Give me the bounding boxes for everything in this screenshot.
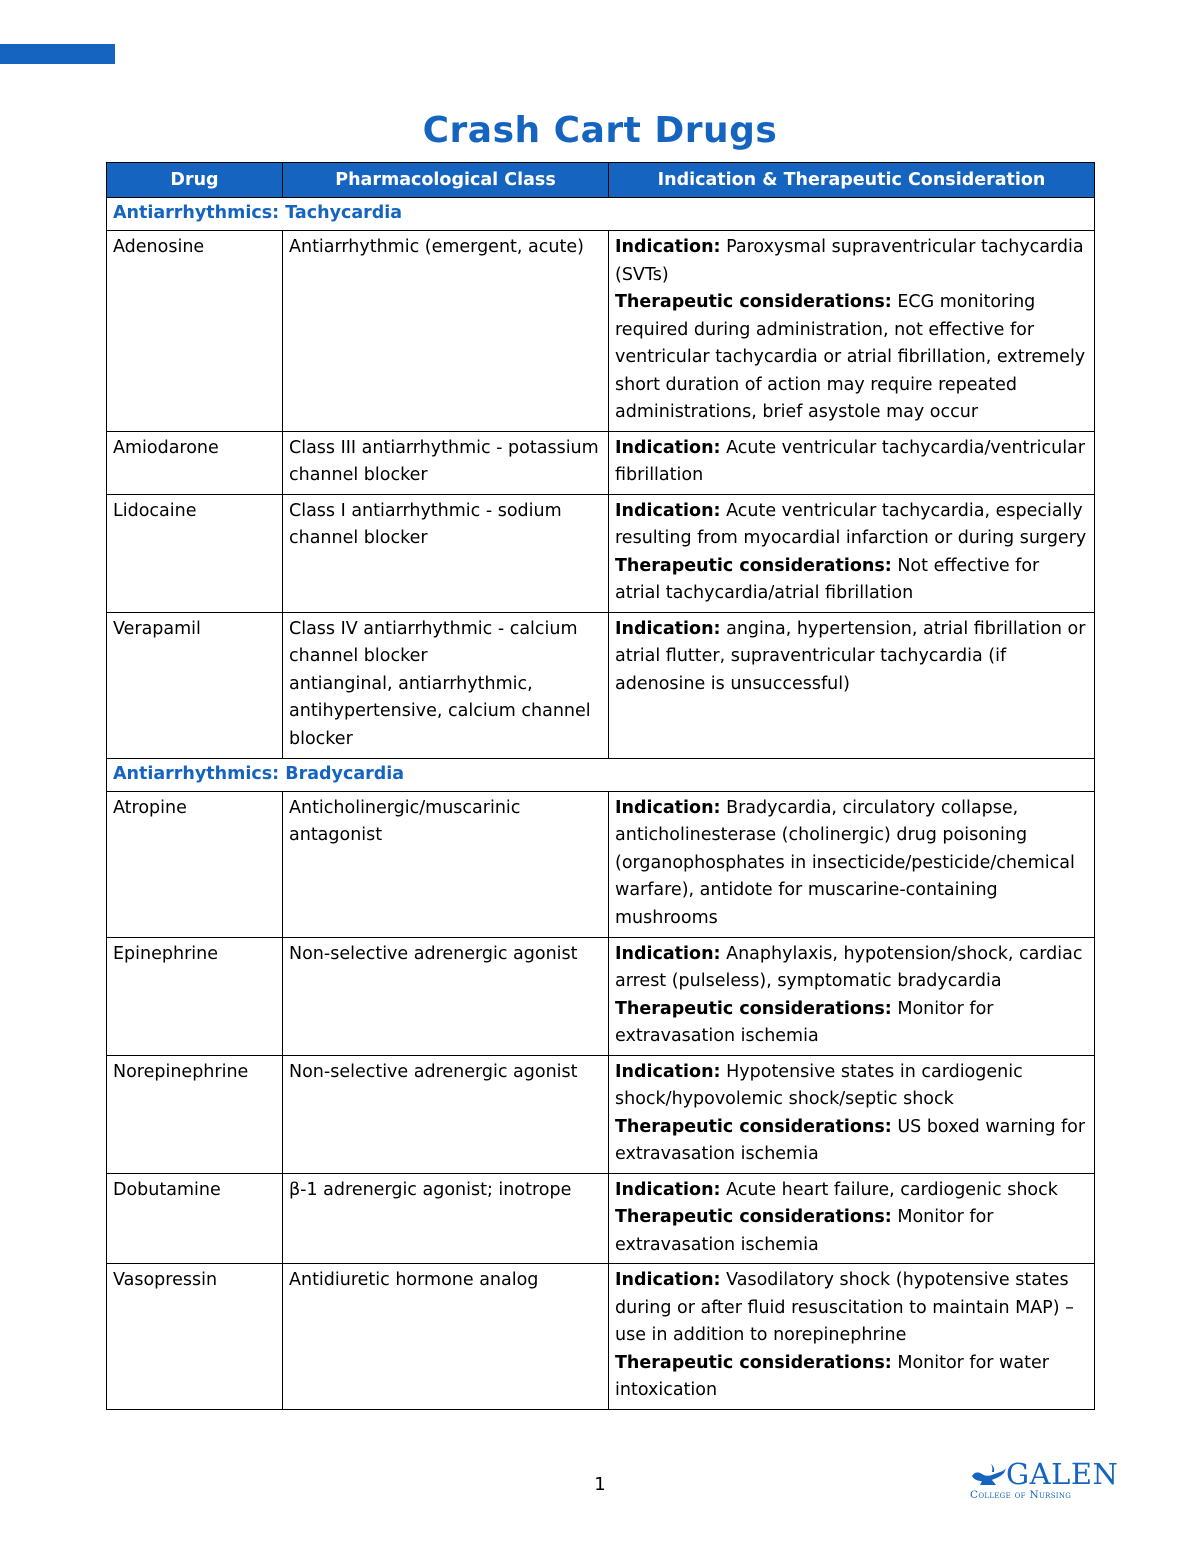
drug-name: Lidocaine (107, 494, 283, 612)
drug-class: Antiarrhythmic (emergent, acute) (283, 231, 609, 432)
header-accent-bar (0, 44, 115, 64)
drug-indication-cell (609, 494, 1095, 612)
drug-class: Non-selective adrenergic agonist (283, 937, 609, 1055)
table-row (107, 1264, 1095, 1410)
therapeutic-label: Therapeutic considerations: (615, 292, 892, 312)
drug-class: Class III antiarrhythmic - potassium channel blocker (283, 431, 609, 494)
indication-text: Bradycardia, circulatory collapse, anticholinesterase (cholinergic) drug poisoning (organophosphates in insecticide/pesticide/chemical warfare), antidote for muscarine-containing mushrooms (615, 797, 1075, 928)
drug-name: Atropine (107, 791, 283, 937)
therapeutic-text: Monitor for extravasation ischemia (615, 1207, 994, 1255)
header-drug: Drug (107, 163, 283, 198)
crash-cart-drugs-table (106, 162, 1095, 1410)
table-row (107, 937, 1095, 1055)
therapeutic-text: US boxed warning for extravasation ischemia (615, 1116, 1086, 1164)
drug-class-line: antianginal, antiarrhythmic, antihypertensive, calcium channel blocker (289, 673, 591, 749)
section-row (107, 758, 1095, 791)
table-row (107, 431, 1095, 494)
drug-class (283, 612, 609, 758)
indication-label: Indication: (615, 943, 721, 964)
drug-indication-cell (609, 1055, 1095, 1173)
table-row (107, 494, 1095, 612)
indication-label: Indication: (615, 797, 721, 818)
logo-subtitle: College of Nursing (970, 1489, 1072, 1501)
indication-text: Acute heart failure, cardiogenic shock (726, 1179, 1058, 1200)
logo-name: GALEN (1006, 1457, 1119, 1491)
drug-class: Class I antiarrhythmic - sodium channel blocker (283, 494, 609, 612)
therapeutic-label: Therapeutic considerations: (615, 555, 892, 576)
indication-text: Hypotensive states in cardiogenic shock/hypovolemic shock/septic shock (615, 1061, 1023, 1109)
indication-text: Acute ventricular tachycardia, especially resulting from myocardial infarction or during surgery (615, 500, 1087, 548)
indication-label: Indication: (615, 500, 721, 521)
page-number: 1 (594, 1474, 606, 1495)
table-row (107, 1055, 1095, 1173)
indication-label: Indication: (615, 618, 721, 639)
drug-class: Anticholinergic/muscarinic antagonist (283, 791, 609, 937)
therapeutic-label: Therapeutic considerations: (615, 998, 892, 1019)
header-indication: Indication & Therapeutic Consideration (609, 163, 1095, 198)
header-pharmacological-class: Pharmacological Class (283, 163, 609, 198)
drug-indication-cell (609, 431, 1095, 494)
therapeutic-text: ECG monitoring required during administration, not effective for ventricular tachycardia or atrial fibrillation, extremely short duration of action may require repeated administrations, brief asystole may occur (615, 292, 1086, 422)
table-row (107, 231, 1095, 432)
therapeutic-text: Not effective for atrial tachycardia/atrial fibrillation (615, 555, 1040, 603)
drug-class: Non-selective adrenergic agonist (283, 1055, 609, 1173)
drug-name: Amiodarone (107, 431, 283, 494)
page-title: Crash Cart Drugs (422, 110, 778, 151)
drug-name: Epinephrine (107, 937, 283, 1055)
drug-class: β-1 adrenergic agonist; inotrope (283, 1173, 609, 1264)
indication-label: Indication: (615, 437, 721, 458)
drug-name: Verapamil (107, 612, 283, 758)
indication-text: angina, hypertension, atrial fibrillation or atrial flutter, supraventricular tachycardia (if adenosine is unsuccessful) (615, 618, 1086, 694)
lamp-icon (970, 1462, 1008, 1486)
section-title-bradycardia: Antiarrhythmics: Bradycardia (107, 758, 1095, 791)
table-row (107, 1173, 1095, 1264)
indication-label: Indication: (615, 237, 721, 257)
drug-indication-cell (609, 791, 1095, 937)
drug-name: Adenosine (107, 231, 283, 432)
section-title-tachycardia: Antiarrhythmics: Tachycardia (107, 198, 1095, 231)
therapeutic-label: Therapeutic considerations: (615, 1207, 892, 1227)
drug-indication-cell (609, 1264, 1095, 1410)
drug-name: Norepinephrine (107, 1055, 283, 1173)
drug-name: Dobutamine (107, 1173, 283, 1264)
galen-logo (968, 1457, 1119, 1506)
indication-text: Paroxysmal supraventricular tachycardia (SVTs) (615, 237, 1084, 285)
table-header-row (107, 163, 1095, 198)
therapeutic-text: Monitor for extravasation ischemia (615, 998, 994, 1046)
drug-class-line: Class IV antiarrhythmic - calcium channel blocker (289, 618, 578, 666)
drug-name: Vasopressin (107, 1264, 283, 1410)
table-row (107, 612, 1095, 758)
indication-label: Indication: (615, 1179, 721, 1200)
table-row (107, 791, 1095, 937)
therapeutic-label: Therapeutic considerations: (615, 1352, 892, 1373)
indication-text: Anaphylaxis, hypotension/shock, cardiac arrest (pulseless), symptomatic bradycardia (615, 943, 1083, 991)
drug-indication-cell (609, 1173, 1095, 1264)
drug-indication-cell (609, 612, 1095, 758)
indication-text: Vasodilatory shock (hypotensive states during or after fluid resuscitation to maintain MAP) – use in addition to norepinephrine (615, 1270, 1074, 1345)
drug-indication-cell (609, 937, 1095, 1055)
indication-label: Indication: (615, 1270, 721, 1290)
drug-indication-cell (609, 231, 1095, 432)
section-row (107, 198, 1095, 231)
therapeutic-label: Therapeutic considerations: (615, 1116, 892, 1137)
indication-label: Indication: (615, 1061, 721, 1082)
drug-class: Antidiuretic hormone analog (283, 1264, 609, 1410)
indication-text: Acute ventricular tachycardia/ventricular fibrillation (615, 437, 1085, 485)
therapeutic-text: Monitor for water intoxication (615, 1352, 1049, 1400)
